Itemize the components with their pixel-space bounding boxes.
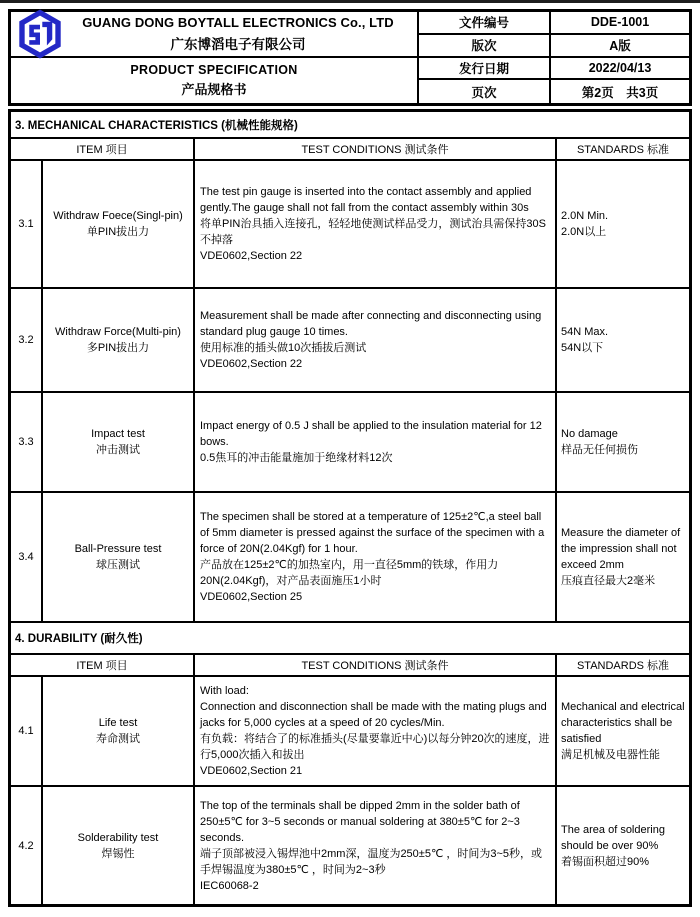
condition-line: VDE0602,Section 25: [200, 591, 303, 603]
field-label-revision: 版次: [417, 35, 549, 58]
item-name-cn: 多PIN拔出力: [86, 342, 150, 354]
conditions-cell: [193, 393, 555, 491]
conditions-cell: [193, 493, 555, 621]
condition-line: VDE0602,Section 21: [200, 765, 303, 777]
condition-line: VDE0602,Section 22: [200, 250, 303, 262]
table-row: [11, 393, 689, 493]
doc-title-cn: 产品规格书: [181, 82, 247, 98]
standard-line: 满足机械及电器性能: [561, 749, 660, 761]
spec-content-box: [8, 109, 692, 907]
item-name-en: Ball-Pressure test: [74, 543, 162, 555]
item-name-cn: 球压测试: [96, 559, 140, 571]
table-row: [11, 161, 689, 289]
standard-line: Measure the diameter of the impression shall not exceed 2mm: [561, 527, 681, 571]
item-name-en: Life test: [98, 717, 138, 729]
company-header-cell: [11, 12, 417, 58]
condition-line: 使用标准的插头做10次插拔后测试: [200, 342, 367, 354]
scan-artifact-line: [0, 0, 700, 3]
field-label-doc-number: 文件编号: [417, 12, 549, 35]
item-cell: [41, 161, 193, 287]
field-value-revision: A版: [549, 35, 689, 58]
col-header-item: ITEM 项目: [76, 144, 128, 156]
item-name-cn: 冲击测试: [96, 444, 140, 456]
item-name-en: Solderability test: [77, 831, 159, 844]
condition-line: Measurement shall be made after connecting and disconnecting using standard plug gauge 10 times.: [200, 310, 542, 338]
standard-line: 54N Max.: [561, 326, 609, 338]
section-title-mechanical: 3. MECHANICAL CHARACTERISTICS (机械性能规格): [11, 112, 689, 139]
item-name-cn: 单PIN拔出力: [86, 226, 150, 238]
field-label-issue-date: 发行日期: [417, 58, 549, 81]
standards-cell: [555, 393, 689, 491]
doc-title-cell: [11, 58, 417, 104]
standard-line: Mechanical and electrical characteristics shall be satisfied: [561, 701, 685, 745]
standard-line: No damage: [561, 428, 618, 440]
document-header: [8, 9, 692, 106]
standards-cell: [555, 493, 689, 621]
standard-line: 2.0N以上: [561, 226, 607, 238]
item-name-en: Impact test: [91, 428, 145, 440]
condition-line: With load:: [200, 685, 249, 697]
conditions-cell: [193, 161, 555, 287]
table-row: [11, 787, 689, 904]
condition-line: Impact energy of 0.5 J shall be applied to the insulation material for 12 bows.: [200, 420, 542, 448]
standard-line: 54N以下: [561, 342, 604, 354]
item-cell: [41, 493, 193, 621]
condition-line: IEC60068-2: [200, 879, 259, 892]
condition-line: 有负载：将结合了的标准插头(尽量要靠近中心)以每分钟20次的速度，进行5,000次插入和拔出: [200, 733, 550, 761]
section-title-durability: 4. DURABILITY (耐久性): [11, 623, 689, 655]
conditions-cell: [193, 787, 555, 904]
item-cell: [41, 677, 193, 785]
col-header-item: ITEM 项目: [76, 660, 128, 672]
standard-line: 着锡面积超过90%: [561, 855, 650, 868]
standards-cell: [555, 289, 689, 391]
table-row: [11, 493, 689, 623]
condition-line: Connection and disconnection shall be made with the mating plugs and jacks for 5,000 cycles at a speed of 20 cycles/Min.: [200, 701, 547, 729]
company-logo-icon: [17, 8, 63, 60]
item-cell: [41, 393, 193, 491]
company-name-block: [67, 15, 417, 53]
standards-cell: [555, 677, 689, 785]
col-header-standards: STANDARDS 标准: [555, 655, 689, 675]
condition-line: 端子顶部被浸入锡焊池中2mm深，温度为250±5℃ ，时间为3~5秒，或手焊锡温度为380±5℃ ，时间为2~3秒: [200, 847, 543, 876]
standard-line: The area of soldering should be over 90%: [561, 823, 665, 852]
condition-line: 0.5焦耳的冲击能量施加于绝缘材料12次: [200, 452, 393, 464]
row-number: 3.3: [18, 436, 34, 448]
table-row: [11, 289, 689, 393]
row-number: 4.2: [18, 839, 34, 852]
col-header-standards: STANDARDS 标准: [555, 139, 689, 159]
table-header-row: [11, 655, 689, 677]
standard-line: 压痕直径最大2毫米: [561, 575, 656, 587]
company-name-cn: 广东博滔电子有限公司: [170, 36, 306, 52]
item-name-en: Withdraw Force(Multi-pin): [55, 326, 181, 338]
row-number: 4.1: [18, 725, 34, 737]
row-number: 3.4: [18, 551, 34, 563]
item-name-cn: 焊锡性: [101, 847, 135, 860]
table-row: [11, 677, 689, 787]
field-label-page: 页次: [417, 80, 549, 103]
conditions-cell: [193, 289, 555, 391]
condition-line: The specimen shall be stored at a temperature of 125±2℃,a steel ball of 5mm diameter is pressed against the surface of the specimen with a force of 20N(2.04Kgf) for 1 hour.: [200, 511, 545, 555]
standards-cell: [555, 787, 689, 904]
item-name-cn: 寿命测试: [96, 733, 140, 745]
condition-line: 产品放在125±2℃的加热室内，用一直径5mm的铁球，作用力20N(2.04Kgf)，对产品表面施压1小时: [200, 559, 499, 587]
item-cell: [41, 289, 193, 391]
field-value-issue-date: 2022/04/13: [549, 58, 689, 81]
item-cell: [41, 787, 193, 904]
condition-line: The test pin gauge is inserted into the contact assembly and applied gently.The gauge shall not fall from the contact assembly within 30s: [200, 186, 532, 214]
table-header-row: [11, 139, 689, 161]
row-number: 3.2: [18, 334, 34, 346]
standards-cell: [555, 161, 689, 287]
row-number: 3.1: [18, 218, 34, 230]
col-header-conditions: TEST CONDITIONS 测试条件: [193, 655, 555, 675]
standard-line: 2.0N Min.: [561, 210, 609, 222]
field-value-page: 第2页 共3页: [549, 80, 689, 103]
field-value-doc-number: DDE-1001: [549, 12, 689, 35]
item-name-en: Withdraw Foece(Singl-pin): [53, 210, 183, 222]
standard-line: 样品无任何损伤: [561, 444, 638, 456]
condition-line: The top of the terminals shall be dipped 2mm in the solder bath of 250±5℃ for 3~5 seconds or manual soldering at 380±5℃ for 2~3 seconds.: [200, 799, 520, 844]
conditions-cell: [193, 677, 555, 785]
condition-line: VDE0602,Section 22: [200, 358, 303, 370]
condition-line: 将单PIN治具插入连接孔，轻轻地使测试样品受力，测试治具需保持30S不掉落: [200, 218, 546, 246]
company-name-en: GUANG DONG BOYTALL ELECTRONICS Co., LTD: [82, 14, 394, 30]
col-header-conditions: TEST CONDITIONS 测试条件: [193, 139, 555, 159]
doc-title-en: PRODUCT SPECIFICATION: [130, 63, 298, 78]
